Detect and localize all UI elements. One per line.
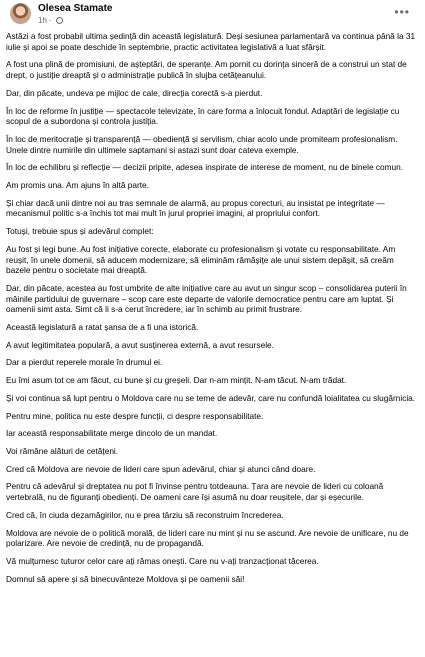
post-paragraph: Pentru că adevărul și dreptatea nu pot fi învinse pentru totdeauna. Țara are nevoie de lideri cu coloană vertebrală, nu de figuranți obedienți. De oameni care își asumă nu doar reușitele, dar și eșecurile. xyxy=(6,481,384,503)
post-paragraph: Au fost și legi bune. Au fost inițiative corecte, elaborate cu profesionalism și votate cu responsabilitate. Am reușit, în unele domenii, să aducem modernizare, să eliminăm rămășițe ale unui sistem depășit, să creăm bazele pentru o societate mai dreaptă. xyxy=(6,243,396,276)
globe-icon xyxy=(56,17,63,24)
post-paragraph: În loc de reforme în justiție — spectacole televizate, în care forma a înlocuit fondul. Adaptări de legislație cu scopul de a subordona și controla justiția. xyxy=(6,105,400,127)
post-paragraph: Totuși, trebuie spus și adevărul complet: xyxy=(6,226,154,237)
post-paragraph: Moldova are nevoie de o politică morală, de lideri care nu mint și nu se ascund. Are nevoie de unificare, nu de polarizare. Are nevoie de credință, nu de propagandă. xyxy=(6,527,409,549)
post-meta xyxy=(38,16,63,25)
post-paragraph: În loc de echilibru și reflecție — decizii pripite, adesea inspirate de interese de moment, nu de binele comun. xyxy=(6,162,404,173)
post-paragraph: Și chiar dacă unii dintre noi au tras semnale de alarmă, au propus corecturi, au insistat pe integritate — mecanismul politic s-a închis tot mai mult în jurul propriei imagini, al propriului confort. xyxy=(6,197,385,219)
post-paragraph: Dar, din păcate, acestea au fost umbrite de alte inițiative care au avut un singur scop – consolidarea puterii în mâinile partidului de guvernare – scop care este departe de valorile democratice pentru care am luptat. Și oamenii simt asta. Simt că li s-a cerut încredere, iar în schimb au primit frustrare. xyxy=(6,282,407,315)
post-paragraph: Și voi continua să lupt pentru o Moldova care nu se teme de adevăr, care nu confundă loialitatea cu slugărnicia. xyxy=(6,392,416,403)
avatar[interactable] xyxy=(10,3,31,24)
post-paragraph: Iar această responsabilitate merge dincolo de un mandat. xyxy=(6,428,218,439)
post-paragraph: Voi rămâne alături de cetățeni. xyxy=(6,445,119,456)
post-time[interactable]: 1h xyxy=(38,16,47,25)
post-paragraph: Eu îmi asum tot ce am făcut, cu bune și cu greșeli. Dar n-am mințit. N-am tăcut. N-am trădat. xyxy=(6,375,347,386)
post-paragraph: A avut legitimitatea populară, a avut susținerea externă, a avut resursele. xyxy=(6,339,274,350)
post-paragraph: Cred că, în ciuda dezamăgirilor, nu e prea târziu să reconstruim încrederea. xyxy=(6,509,284,520)
author-name[interactable]: Olesea Stamate xyxy=(38,3,113,14)
post-paragraph: Dar, din păcate, undeva pe mijloc de cale, direcția corectă s-a pierdut. xyxy=(6,87,263,98)
post-paragraph: A fost una plină de promisiuni, de așteptări, de speranțe. Am pornit cu dorința sinceră de a construi un stat de drept, o justiție dreaptă și o administrație publică în slujba cetățeanului. xyxy=(6,59,407,81)
post-paragraph: În loc de meritocrație și transparență — obediență și servilism, chiar acolo unde promiteam profesionalism. Unele dintre numirile din ultimele saptamani si astazi sunt doar cateva exemple. xyxy=(6,133,398,155)
post-paragraph: Domnul să apere și să binecuvânteze Moldova și pe oamenii săi! xyxy=(6,573,245,584)
post-paragraph: Cred că Moldova are nevoie de lideri care spun adevărul, chiar și atunci când doare. xyxy=(6,463,316,474)
post-paragraph: Pentru mine, politica nu este despre funcții, ci despre responsabilitate. xyxy=(6,410,264,421)
post-paragraph: Astăzi a fost probabil ultima ședință din această legislatură. Deși sesiunea parlamentară va continua până la 31 iulie și apoi se poate deschide în septembrie, practic activitatea legislativă a luat sfârșit. xyxy=(6,31,416,52)
post-paragraph: Vă mulțumesc tuturor celor care ați rămas onești. Care nu v-ați tranzacționat tăcerea. xyxy=(6,555,319,566)
post-paragraph: Această legislatură a ratat șansa de a fi una istorică. xyxy=(6,322,199,333)
post-body xyxy=(6,31,418,591)
post-paragraph: Am promis una. Am ajuns în altă parte. xyxy=(6,180,149,191)
post-paragraph: Dar a pierdut reperele morale în drumul ei. xyxy=(6,357,163,368)
more-options-icon[interactable]: ••• xyxy=(394,5,410,19)
post-header xyxy=(6,0,420,30)
meta-separator: · xyxy=(48,16,52,25)
